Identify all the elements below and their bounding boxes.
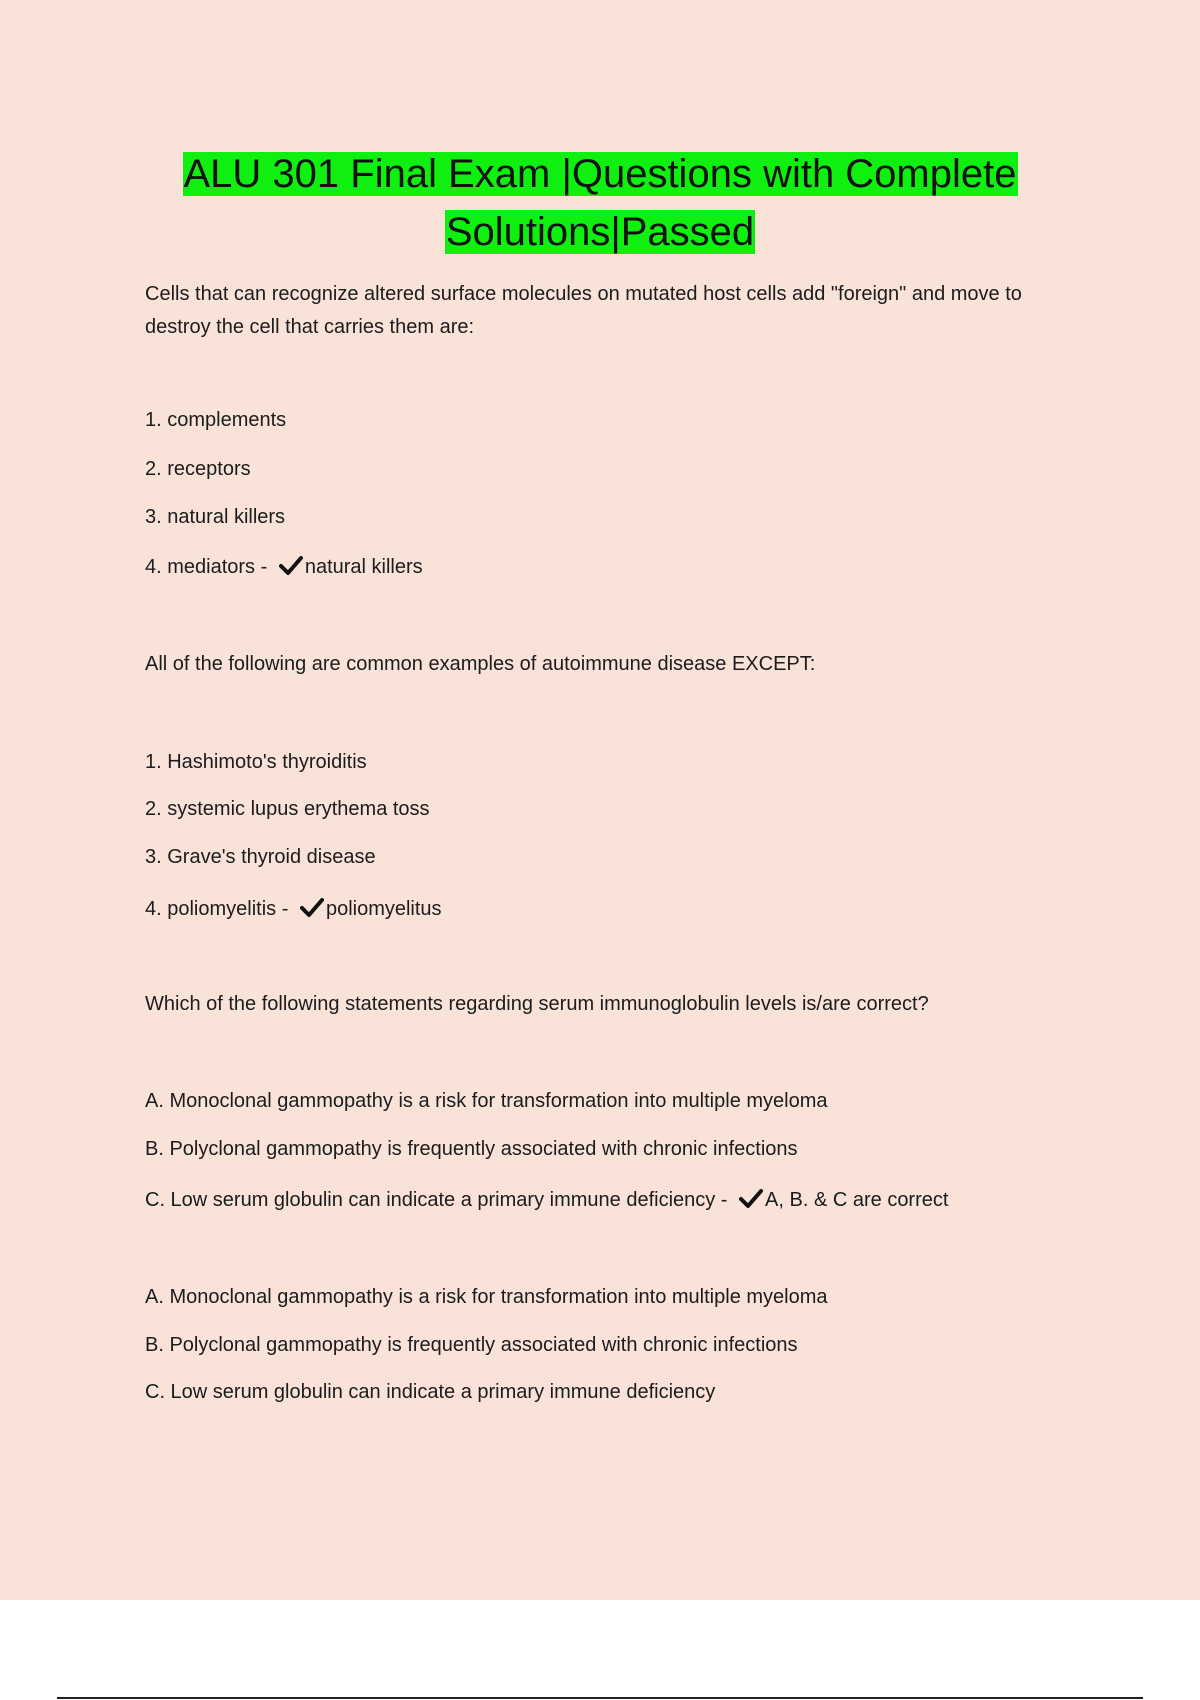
question-1-answer: natural killers (304, 556, 423, 578)
footer-divider (57, 1697, 1143, 1699)
question-2-option-4: 4. poliomyelitis - (145, 898, 289, 920)
document-title (145, 145, 1055, 261)
question-1-text: Cells that can recognize altered surface molecules on mutated host cells add "foreign" and move to destroy the cell that carries them are: (145, 283, 1022, 338)
question-2-option-3: 3. Grave's thyroid disease (145, 846, 376, 868)
question-2-option-1: 1. Hashimoto's thyroiditis (145, 751, 367, 773)
question-1-option-4-with-answer (145, 553, 423, 581)
question-2-answer: poliomyelitus (325, 898, 442, 920)
question-1-option-2: 2. receptors (145, 458, 251, 480)
title-line-1: ALU 301 Final Exam |Questions with Complete (183, 152, 1017, 196)
title-line-2: Solutions|Passed (445, 210, 755, 254)
question-2-option-4-with-answer (145, 895, 442, 923)
question-2-text: All of the following are common examples of autoimmune disease EXCEPT: (145, 653, 816, 675)
question-3-answer: A, B. & C are correct (765, 1189, 949, 1211)
checkmark-icon (279, 556, 303, 576)
question-3-repeat-option-c: C. Low serum globulin can indicate a primary immune deficiency (145, 1381, 716, 1403)
question-3-option-b: B. Polyclonal gammopathy is frequently associated with chronic infections (145, 1138, 798, 1160)
question-3-repeat-option-a: A. Monoclonal gammopathy is a risk for transformation into multiple myeloma (145, 1286, 828, 1308)
question-3-text: Which of the following statements regarding serum immunoglobulin levels is/are correct? (145, 993, 929, 1015)
question-3-option-c: C. Low serum globulin can indicate a primary immune deficiency - (145, 1189, 728, 1211)
checkmark-icon (300, 898, 324, 918)
question-2-option-2: 2. systemic lupus erythema toss (145, 798, 430, 820)
question-1-option-3: 3. natural killers (145, 506, 286, 528)
question-3-repeat-option-b: B. Polyclonal gammopathy is frequently associated with chronic infections (145, 1334, 798, 1356)
checkmark-icon (739, 1189, 763, 1209)
question-3-option-a: A. Monoclonal gammopathy is a risk for transformation into multiple myeloma (145, 1090, 828, 1112)
question-3-option-c-with-answer (145, 1186, 948, 1214)
question-1-option-1: 1. complements (145, 409, 287, 431)
question-1-option-4: 4. mediators - (145, 556, 268, 578)
